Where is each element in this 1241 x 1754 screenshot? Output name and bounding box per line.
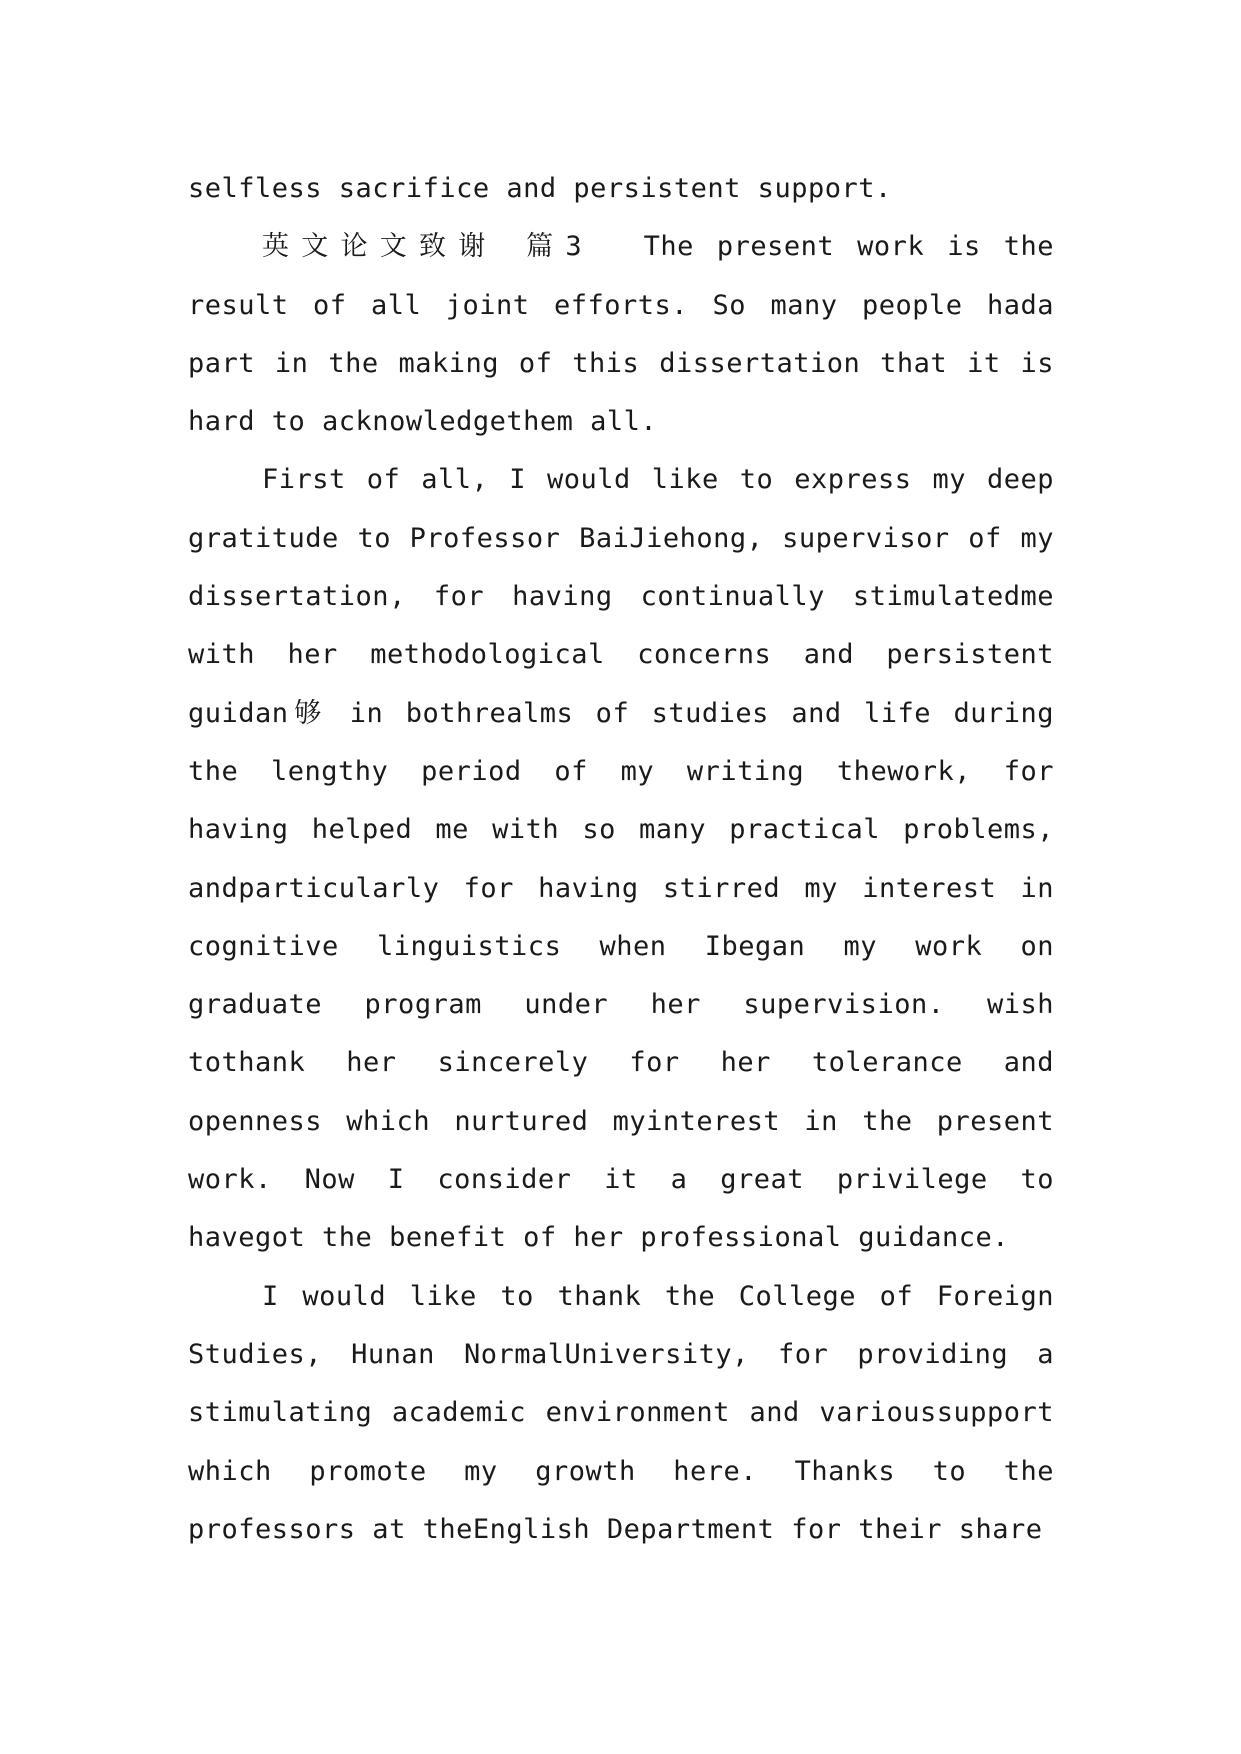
document-body xyxy=(188,160,1054,1559)
paragraph-gratitude-supervisor: First of all, I would like to express my deep gratitude to Professor BaiJiehong, supervisor of my dissertation, for having continually stimulatedme with her methodological concerns and persistent guidan够 in bothrealms of studies and life during the lengthy period of my writing thework, for having helped me with so many practical problems, andparticularly for having stirred my interest in cognitive linguistics when Ibegan my work on graduate program under her supervision. wish tothank her sincerely for her tolerance and openness which nurtured myinterest in the present work. Now I consider it a great privilege to havegot the benefit of her professional guidance. xyxy=(188,464,1054,1254)
section-heading: 英文论文致谢 篇3 xyxy=(262,231,588,263)
paragraph-section-3 xyxy=(188,218,1054,451)
paragraph-text: The present work is the result of all joint efforts. So many people hada part in the making of this dissertation that it is hard to acknowledgethem all. xyxy=(188,231,1055,438)
paragraph-continuation: selfless sacrifice and persistent support. xyxy=(188,173,892,204)
paragraph-gratitude-college: I would like to thank the College of Foreign Studies, Hunan NormalUniversity, for providing a stimulating academic environment and varioussupport which promote my growth here. Thanks to the professors at theEnglish Department for their share xyxy=(188,1280,1054,1545)
